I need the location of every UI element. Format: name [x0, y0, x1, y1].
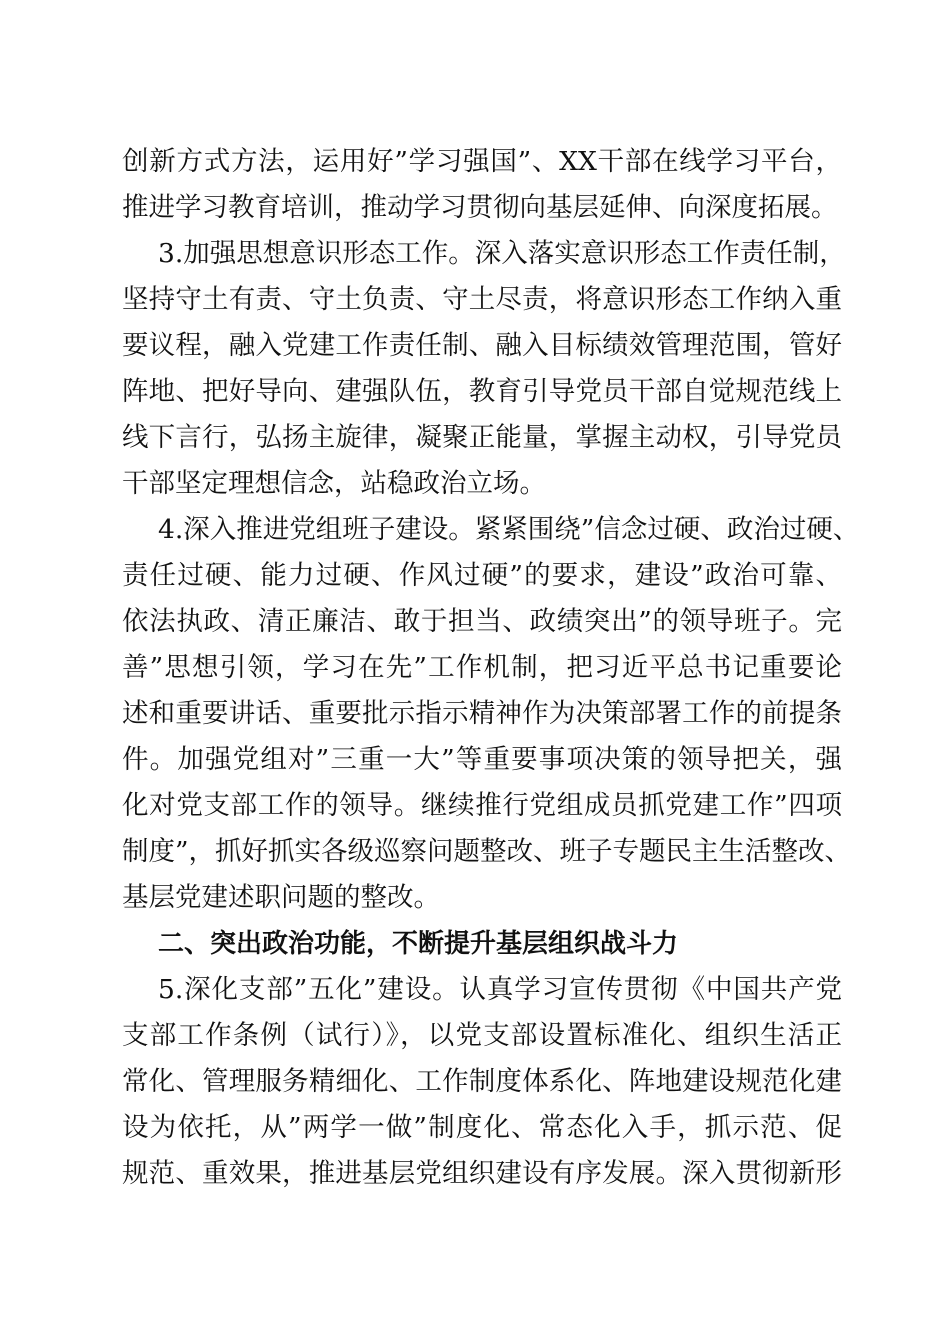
text-line: 要议程，融入党建工作责任制、融入目标绩效管理范围，管好 — [122, 330, 842, 361]
text-line: 支部工作条例（试行）》，以党支部设置标准化、组织生活正 — [122, 1020, 842, 1051]
text-line: 基层党建述职问题的整改。 — [122, 882, 440, 913]
text-line: 制度”，抓好抓实各级巡察问题整改、班子专题民主生活整改、 — [122, 836, 852, 867]
text-line: 述和重要讲话、重要批示指示精神作为决策部署工作的前提条 — [122, 698, 842, 729]
text-line: 依法执政、清正廉洁、敢于担当、政绩突出”的领导班子。完 — [122, 606, 842, 637]
text-line: 干部坚定理想信念，站稳政治立场。 — [122, 468, 546, 499]
section-heading: 二、突出政治功能，不断提升基层组织战斗力 — [158, 929, 679, 959]
text-line: 创新方式方法，运用好”学习强国”、XX干部在线学习平台， — [122, 146, 842, 177]
text-line: 善”思想引领，学习在先”工作机制，把习近平总书记重要论 — [122, 652, 842, 683]
text-line: 规范、重效果，推进基层党组织建设有序发展。深入贯彻新形 — [122, 1158, 842, 1189]
text-line: 责任过硬、能力过硬、作风过硬”的要求，建设”政治可靠、 — [122, 560, 842, 591]
text-line: 化对党支部工作的领导。继续推行党组成员抓党建工作”四项 — [122, 790, 842, 821]
text-line: 5.深化支部”五化”建设。认真学习宣传贯彻《中国共产党 — [158, 974, 842, 1005]
text-line: 推进学习教育培训，推动学习贯彻向基层延伸、向深度拓展。 — [122, 192, 838, 223]
text-line: 3.加强思想意识形态工作。深入落实意识形态工作责任制， — [158, 238, 846, 269]
text-line: 设为依托，从”两学一做”制度化、常态化入手，抓示范、促 — [122, 1112, 842, 1143]
text-line: 线下言行，弘扬主旋律，凝聚正能量，掌握主动权，引导党员 — [122, 422, 842, 453]
text-line: 4.深入推进党组班子建设。紧紧围绕”信念过硬、政治过硬、 — [158, 514, 860, 545]
text-line: 阵地、把好导向、建强队伍，教育引导党员干部自觉规范线上 — [122, 376, 842, 407]
text-line: 常化、管理服务精细化、工作制度体系化、阵地建设规范化建 — [122, 1066, 842, 1097]
text-line: 坚持守土有责、守土负责、守土尽责，将意识形态工作纳入重 — [122, 284, 842, 315]
text-line: 件。加强党组对”三重一大”等重要事项决策的领导把关，强 — [122, 744, 842, 775]
